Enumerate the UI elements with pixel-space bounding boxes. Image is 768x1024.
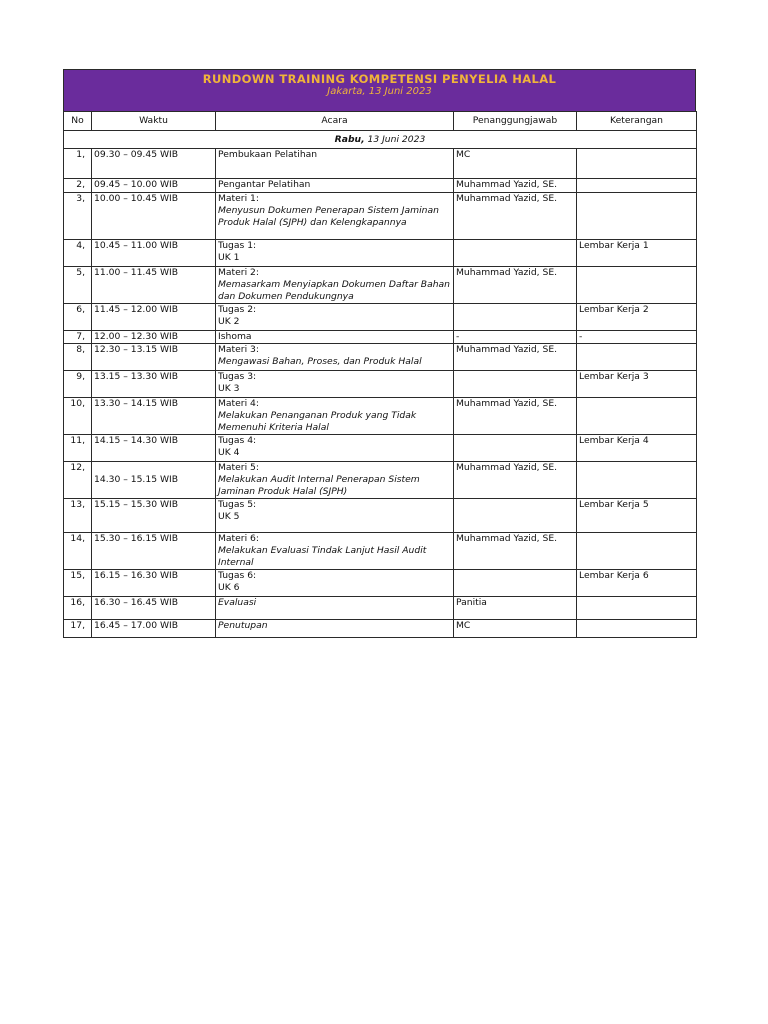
row-number: 7, (64, 331, 92, 344)
row-note (577, 149, 697, 179)
row-note: Lembar Kerja 1 (577, 240, 697, 267)
activity-title: Tugas 3: (218, 371, 257, 382)
row-time: 13.15 – 13.30 WIB (92, 371, 216, 398)
column-header-penanggungjawab: Penanggungjawab (454, 112, 577, 131)
row-note: Lembar Kerja 3 (577, 371, 697, 398)
table-row (64, 620, 697, 638)
row-number: 17, (64, 620, 92, 638)
column-header-waktu: Waktu (92, 112, 216, 131)
activity-detail: UK 4 (218, 447, 240, 458)
rundown-table (63, 111, 697, 638)
document-title: RUNDOWN TRAINING KOMPETENSI PENYELIA HALAL (202, 72, 557, 86)
table-row (64, 597, 697, 620)
row-number: 11, (64, 435, 92, 462)
row-note (577, 179, 697, 193)
row-number: 16, (64, 597, 92, 620)
row-person-in-charge: Muhammad Yazid, SE. (454, 267, 577, 304)
table-row (64, 344, 697, 371)
row-note (577, 533, 697, 570)
row-person-in-charge (454, 499, 577, 533)
activity-title: Tugas 6: (218, 570, 257, 581)
row-note: Lembar Kerja 5 (577, 499, 697, 533)
row-activity (216, 149, 454, 179)
row-note: Lembar Kerja 2 (577, 304, 697, 331)
row-time: 12.30 – 13.15 WIB (92, 344, 216, 371)
activity-detail: UK 1 (218, 252, 240, 263)
row-time: 15.30 – 16.15 WIB (92, 533, 216, 570)
table-row (64, 435, 697, 462)
table-row (64, 267, 697, 304)
row-activity (216, 240, 454, 267)
table-row (64, 331, 697, 344)
rundown-document (63, 69, 696, 638)
row-activity (216, 304, 454, 331)
activity-detail: UK 2 (218, 316, 240, 327)
activity-detail: UK 6 (218, 582, 240, 593)
column-header-acara: Acara (216, 112, 454, 131)
row-note: Lembar Kerja 6 (577, 570, 697, 597)
row-person-in-charge: - (454, 331, 577, 344)
row-time: 16.45 – 17.00 WIB (92, 620, 216, 638)
table-row (64, 179, 697, 193)
row-time: 14.15 – 14.30 WIB (92, 435, 216, 462)
row-activity (216, 331, 454, 344)
row-person-in-charge: Muhammad Yazid, SE. (454, 179, 577, 193)
row-time: 16.30 – 16.45 WIB (92, 597, 216, 620)
document-subtitle: Jakarta, 13 Juni 2023 (327, 86, 432, 97)
row-person-in-charge (454, 435, 577, 462)
row-number: 12, (64, 462, 92, 499)
row-person-in-charge: Muhammad Yazid, SE. (454, 398, 577, 435)
activity-title: Ishoma (218, 331, 252, 342)
activity-detail: Melakukan Penanganan Produk yang Tidak Memenuhi Kriteria Halal (218, 410, 417, 433)
row-person-in-charge (454, 371, 577, 398)
row-time: 11.00 – 11.45 WIB (92, 267, 216, 304)
day-row (64, 131, 697, 149)
table-row (64, 240, 697, 267)
row-number: 5, (64, 267, 92, 304)
row-time: 10.45 – 11.00 WIB (92, 240, 216, 267)
activity-title: Materi 1: (218, 193, 260, 204)
document-header (63, 69, 696, 111)
row-person-in-charge (454, 570, 577, 597)
row-activity (216, 267, 454, 304)
column-header-keterangan: Keterangan (577, 112, 697, 131)
activity-detail: UK 5 (218, 511, 240, 522)
row-number: 1, (64, 149, 92, 179)
activity-title: Tugas 2: (218, 304, 257, 315)
table-row (64, 149, 697, 179)
activity-title: Tugas 5: (218, 499, 257, 510)
row-activity (216, 499, 454, 533)
activity-title: Materi 3: (218, 344, 260, 355)
day-cell (64, 131, 697, 149)
row-time: 15.15 – 15.30 WIB (92, 499, 216, 533)
row-time: 11.45 – 12.00 WIB (92, 304, 216, 331)
row-person-in-charge: MC (454, 620, 577, 638)
row-number: 13, (64, 499, 92, 533)
row-number: 3, (64, 193, 92, 240)
table-row (64, 304, 697, 331)
activity-title: Materi 6: (218, 533, 260, 544)
activity-detail: Melakukan Audit Internal Penerapan Sistem Jaminan Produk Halal (SJPH) (218, 474, 420, 497)
activity-title: Pengantar Pelatihan (218, 179, 311, 190)
activity-detail: Mengawasi Bahan, Proses, dan Produk Halal (218, 356, 422, 367)
row-activity (216, 371, 454, 398)
table-row (64, 398, 697, 435)
row-activity (216, 597, 454, 620)
row-person-in-charge: Muhammad Yazid, SE. (454, 533, 577, 570)
row-person-in-charge: Muhammad Yazid, SE. (454, 193, 577, 240)
row-number: 14, (64, 533, 92, 570)
row-number: 6, (64, 304, 92, 331)
table-row (64, 533, 697, 570)
row-note (577, 267, 697, 304)
row-note (577, 193, 697, 240)
row-person-in-charge: Muhammad Yazid, SE. (454, 462, 577, 499)
row-number: 8, (64, 344, 92, 371)
row-activity (216, 533, 454, 570)
activity-detail: UK 3 (218, 383, 240, 394)
row-activity (216, 570, 454, 597)
row-time: 12.00 – 12.30 WIB (92, 331, 216, 344)
table-row (64, 462, 697, 499)
row-number: 2, (64, 179, 92, 193)
activity-title: Pembukaan Pelatihan (218, 149, 318, 160)
row-note: - (577, 331, 697, 344)
activity-title: Materi 4: (218, 398, 260, 409)
row-person-in-charge: Muhammad Yazid, SE. (454, 344, 577, 371)
row-note (577, 597, 697, 620)
column-header-no: No (64, 112, 92, 131)
row-number: 4, (64, 240, 92, 267)
row-time: 14.30 – 15.15 WIB (92, 462, 216, 499)
row-time: 09.30 – 09.45 WIB (92, 149, 216, 179)
activity-title: Tugas 1: (218, 240, 257, 251)
day-date: 13 Juni 2023 (367, 133, 426, 145)
row-activity (216, 620, 454, 638)
activity-detail: Memasarkam Menyiapkan Dokumen Daftar Bahan dan Dokumen Pendukungnya (218, 279, 450, 302)
row-activity (216, 179, 454, 193)
row-number: 10, (64, 398, 92, 435)
row-number: 9, (64, 371, 92, 398)
activity-title: Tugas 4: (218, 435, 257, 446)
row-activity (216, 462, 454, 499)
row-note (577, 462, 697, 499)
table-row (64, 570, 697, 597)
row-activity (216, 344, 454, 371)
activity-title: Materi 2: (218, 267, 260, 278)
day-label: Rabu, (334, 133, 365, 145)
row-time: 16.15 – 16.30 WIB (92, 570, 216, 597)
activity-title: Materi 5: (218, 462, 260, 473)
row-time: 10.00 – 10.45 WIB (92, 193, 216, 240)
row-person-in-charge: MC (454, 149, 577, 179)
row-activity (216, 435, 454, 462)
table-row (64, 371, 697, 398)
activity-detail: Melakukan Evaluasi Tindak Lanjut Hasil Audit Internal (218, 545, 427, 568)
row-activity (216, 398, 454, 435)
activity-detail: Menyusun Dokumen Penerapan Sistem Jaminan Produk Halal (SJPH) dan Kelengkapannya (218, 205, 439, 228)
row-person-in-charge (454, 240, 577, 267)
row-note: Lembar Kerja 4 (577, 435, 697, 462)
activity-title: Evaluasi (218, 597, 257, 608)
row-note (577, 398, 697, 435)
table-header-row (64, 112, 697, 131)
row-note (577, 620, 697, 638)
row-activity (216, 193, 454, 240)
row-note (577, 344, 697, 371)
table-row (64, 499, 697, 533)
row-time: 13.30 – 14.15 WIB (92, 398, 216, 435)
row-time: 09.45 – 10.00 WIB (92, 179, 216, 193)
row-person-in-charge: Panitia (454, 597, 577, 620)
table-row (64, 193, 697, 240)
row-number: 15, (64, 570, 92, 597)
activity-title: Penutupan (218, 620, 268, 631)
row-person-in-charge (454, 304, 577, 331)
